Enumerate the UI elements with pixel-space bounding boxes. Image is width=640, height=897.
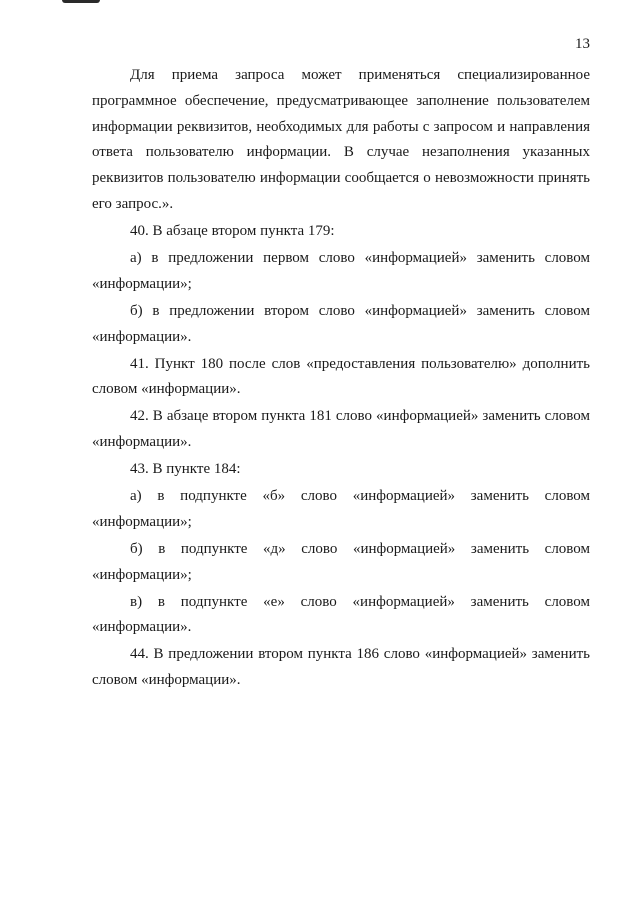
paragraph-item-42: 42. В абзаце втором пункта 181 слово «информацией» заменить словом «информации». — [92, 408, 590, 451]
page-number: 13 — [575, 36, 590, 52]
paragraph-item-43a: а) в подпункте «б» слово «информацией» заменить словом «информации»; — [92, 488, 590, 530]
paragraph-item-40a: а) в предложении первом слово «информацией» заменить словом «информации»; — [92, 249, 590, 292]
paragraph-item-41: 41. Пункт 180 после слов «предоставления пользователю» дополнить словом «информации». — [92, 355, 590, 398]
paragraph-item-40: 40. В абзаце втором пункта 179: — [130, 222, 335, 239]
paragraph-item-40b: б) в предложении втором слово «информацией» заменить словом «информации». — [92, 302, 590, 345]
paragraph-intro: Для приема запроса может применяться специализированное программное обеспечение, предусматривающее заполнение пользователем информации реквизитов, необходимых для работы с запросом и направления ответа пользователю информации. В случае незаполнения указанных реквизитов пользователю информации сообщается о невозможности принять его запрос.». — [92, 67, 590, 212]
paragraph-item-44: 44. В предложении втором пункта 186 слово «информацией» заменить словом «информации». — [92, 646, 590, 689]
document-body — [92, 63, 590, 694]
paragraph-item-43b: б) в подпункте «д» слово «информацией» заменить словом «информации»; — [92, 540, 590, 583]
paragraph-item-43c: в) в подпункте «е» слово «информацией» заменить словом «информации». — [92, 593, 590, 636]
scan-edge-mark — [62, 0, 100, 3]
paragraph-item-43: 43. В пункте 184: — [130, 461, 241, 478]
